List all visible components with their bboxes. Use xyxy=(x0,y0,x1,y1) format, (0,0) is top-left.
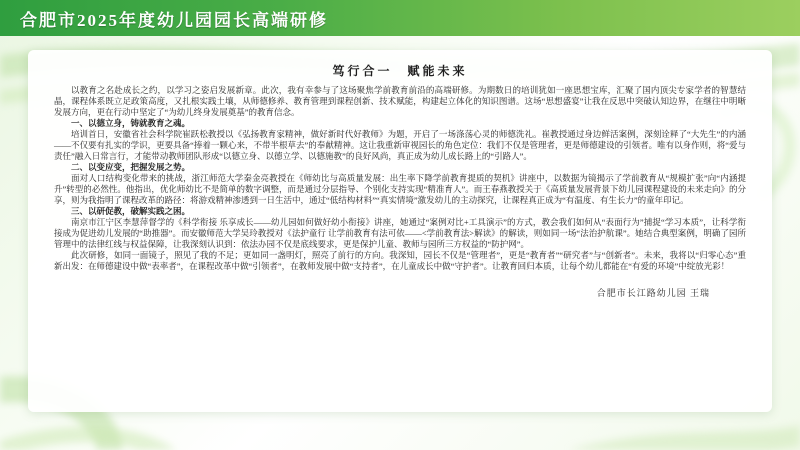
paragraph: 南京市江宁区李慧萍督学的《科学衔接 乐享成长——幼儿园如何做好幼小衔接》讲座，她通过“案例对比+工具演示”的方式，教会我们如何从“表面行为”捕捉“学习本质”，让科学衔接成为促进幼儿发展的“助推器”。而安徽师范大学吴玲教授对《法护童行 让学前教育有法可依——<学前教育法>解读》的解读，则如同一场“法治护航课”。她结合典型案例，明确了园所管理中的法律红线与权益保障，让我深刻认识到：依法办园不仅是底线要求，更是保护儿童、教师与园所三方权益的“防护网”。 xyxy=(54,217,746,249)
section-heading: 三、以研促教，破解实践之困。 xyxy=(71,206,191,216)
paragraph: 面对人口结构变化带来的挑战，浙江师范大学秦金亮教授在《师幼比与高质量发展：出生率下降学前教育提质的契机》讲座中，以数据为镜揭示了学前教育从“规模扩张”向“内涵提升”转型的必然性。他指出，优化师幼比不是简单的数字调整，而是通过分层指导、个别化支持实现“精准育人”。而王春燕教授关于《高质量发展背景下幼儿园课程建设的未来走向》的分享，则为我指明了课程改革的路径：将游戏精神渗透到一日生活中，通过“低结构材料”“真实情境”激发幼儿的主动探究，让课程真正成为“有温度、有生长力”的童年印记。 xyxy=(54,173,746,205)
document-card xyxy=(28,50,772,412)
signature: 合肥市长江路幼儿园 王瑞 xyxy=(596,288,710,298)
paragraph: 培训首日，安徽省社会科学院崔跃松教授以《弘扬教育家精神，做好新时代好教师》为题，开启了一场涤荡心灵的师德洗礼。崔教授通过身边鲜活案例，深刻诠释了“大先生”的内涵——不仅要有扎实的学识，更要具备“捧着一颗心来，不带半根草去”的奉献精神。这让我重新审视园长的角色定位：我们不仅是管理者，更是师德建设的引领者。唯有以身作则，将“爱与责任”融入日常言行，才能带动教师团队形成“以德立身、以德立学、以德施教”的良好风尚，真正成为幼儿成长路上的“引路人”。 xyxy=(54,129,746,161)
document-title: 笃行合一 赋能未来 xyxy=(332,64,468,78)
paragraph: 以教育之名赴成长之约，以学习之姿启发展新章。此次，我有幸参与了这场聚焦学前教育前沿的高端研修。为期数日的培训犹如一座思想宝库，汇聚了国内顶尖专家学者的智慧结晶，课程体系既立足政策高度，又扎根实践土壤，从师德修养、教育管理到课程创新、技术赋能，构建起立体化的知识图谱。这场“思想盛宴”让我在反思中突破认知边界，在继往中明晰发展方向，更在行动中坚定了“为幼儿终身发展奠基”的教育信念。 xyxy=(54,85,746,117)
page-title: 合肥市2025年度幼儿园园长高端研修 xyxy=(20,10,328,30)
document-body xyxy=(54,85,746,272)
section-heading: 二、以变应变，把握发展之势。 xyxy=(71,162,191,172)
header-bar xyxy=(0,0,800,36)
section-heading: 一、以德立身，铸就教育之魂。 xyxy=(71,118,191,128)
paragraph: 此次研修，如同一面镜子，照见了我的不足；更如同一盏明灯，照亮了前行的方向。我深知，园长不仅是“管理者”，更是“教育者”“研究者”与“创新者”。未来，我将以“归零心态”重新出发：在师德建设中做“表率者”，在课程改革中做“引领者”，在教师发展中做“支持者”，在儿童成长中做“守护者”。让教育回归本质，让每个幼儿都能在“有爱的环境”中绽放光彩！ xyxy=(54,250,746,271)
